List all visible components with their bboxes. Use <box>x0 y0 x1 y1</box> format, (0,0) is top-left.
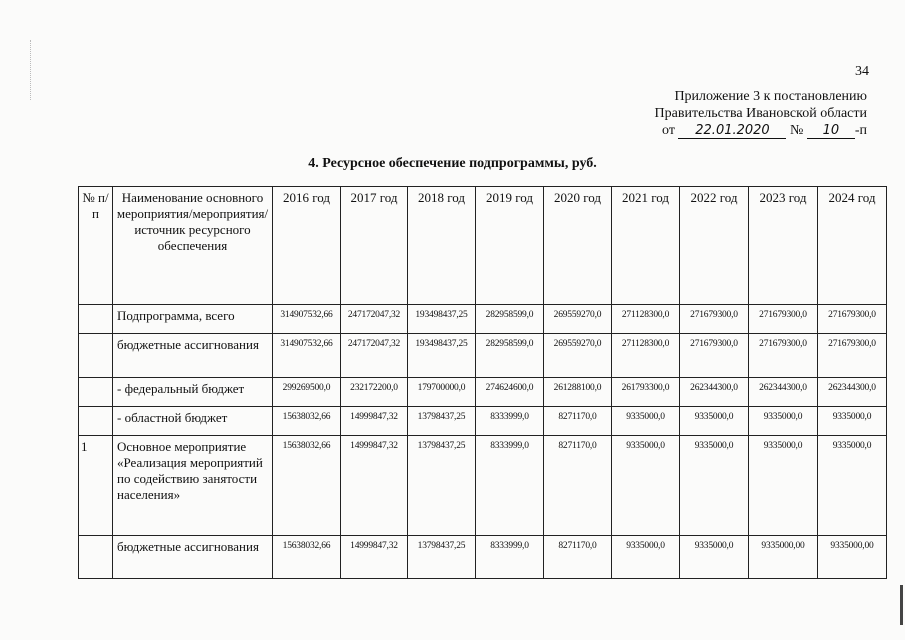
handwritten-number: 10 <box>807 123 855 139</box>
cell-2017: 14999847,32 <box>341 436 408 536</box>
row-no <box>79 536 113 579</box>
header-2021: 2021 год <box>612 187 680 305</box>
cell-2019: 274624600,0 <box>476 378 544 407</box>
cell-2022: 271679300,0 <box>680 305 749 334</box>
cell-2024: 9335000,0 <box>818 436 887 536</box>
cell-2016: 15638032,66 <box>273 436 341 536</box>
cell-2019: 8333999,0 <box>476 407 544 436</box>
cell-2020: 269559270,0 <box>544 334 612 378</box>
table-row <box>79 305 887 334</box>
table-header-row <box>79 187 887 305</box>
cell-2023: 271679300,0 <box>749 334 818 378</box>
cell-2019: 282958599,0 <box>476 305 544 334</box>
header-2022: 2022 год <box>680 187 749 305</box>
row-name: Подпрограмма, всего <box>113 305 273 334</box>
resource-table <box>78 186 887 579</box>
number-suffix: -п <box>854 123 867 138</box>
cell-2023: 262344300,0 <box>749 378 818 407</box>
row-name: Основное мероприятие «Реализация мероприятий по содействию занятости населения» <box>113 436 273 536</box>
cell-2017: 247172047,32 <box>341 334 408 378</box>
header-2019: 2019 год <box>476 187 544 305</box>
cell-2024: 9335000,0 <box>818 407 887 436</box>
cell-2016: 314907532,66 <box>273 334 341 378</box>
header-2024: 2024 год <box>818 187 887 305</box>
header-name: Наименование основного мероприятия/мероприятия/источник ресурсного обеспечения <box>113 187 273 305</box>
cell-2020: 269559270,0 <box>544 305 612 334</box>
handwritten-date: 22.01.2020 <box>678 123 786 139</box>
row-name: бюджетные ассигнования <box>113 536 273 579</box>
scan-edge-shadow <box>900 585 903 625</box>
row-name: бюджетные ассигнования <box>113 334 273 378</box>
cell-2020: 8271170,0 <box>544 436 612 536</box>
cell-2022: 262344300,0 <box>680 378 749 407</box>
cell-2018: 13798437,25 <box>408 436 476 536</box>
cell-2018: 13798437,25 <box>408 536 476 579</box>
cell-2023: 9335000,0 <box>749 407 818 436</box>
table-row <box>79 536 887 579</box>
table-row <box>79 407 887 436</box>
appendix-header <box>655 88 867 139</box>
header-2017: 2017 год <box>341 187 408 305</box>
cell-2022: 9335000,0 <box>680 407 749 436</box>
cell-2020: 261288100,0 <box>544 378 612 407</box>
section-heading: 4. Ресурсное обеспечение подпрограммы, руб. <box>308 156 597 171</box>
row-no <box>79 378 113 407</box>
scan-margin-marks <box>30 40 33 100</box>
header-2020: 2020 год <box>544 187 612 305</box>
cell-2019: 8333999,0 <box>476 536 544 579</box>
appendix-line-1: Приложение 3 к постановлению <box>674 89 867 104</box>
from-label: от <box>662 123 675 138</box>
cell-2021: 9335000,0 <box>612 536 680 579</box>
cell-2023: 271679300,0 <box>749 305 818 334</box>
row-name: - федеральный бюджет <box>113 378 273 407</box>
header-2018: 2018 год <box>408 187 476 305</box>
header-2016: 2016 год <box>273 187 341 305</box>
cell-2022: 271679300,0 <box>680 334 749 378</box>
appendix-line-2: Правительства Ивановской области <box>654 106 867 121</box>
table-row <box>79 334 887 378</box>
page-number: 34 <box>855 64 869 79</box>
row-no <box>79 305 113 334</box>
cell-2021: 271128300,0 <box>612 305 680 334</box>
table-row <box>79 378 887 407</box>
cell-2016: 15638032,66 <box>273 536 341 579</box>
cell-2021: 9335000,0 <box>612 436 680 536</box>
cell-2019: 8333999,0 <box>476 436 544 536</box>
cell-2022: 9335000,0 <box>680 536 749 579</box>
appendix-line-3 <box>655 122 867 139</box>
row-no <box>79 334 113 378</box>
cell-2021: 261793300,0 <box>612 378 680 407</box>
header-2023: 2023 год <box>749 187 818 305</box>
cell-2022: 9335000,0 <box>680 436 749 536</box>
cell-2016: 15638032,66 <box>273 407 341 436</box>
cell-2023: 9335000,00 <box>749 536 818 579</box>
cell-2024: 262344300,0 <box>818 378 887 407</box>
cell-2019: 282958599,0 <box>476 334 544 378</box>
cell-2021: 9335000,0 <box>612 407 680 436</box>
cell-2017: 14999847,32 <box>341 407 408 436</box>
table-row <box>79 436 887 536</box>
cell-2020: 8271170,0 <box>544 407 612 436</box>
cell-2017: 247172047,32 <box>341 305 408 334</box>
cell-2018: 193498437,25 <box>408 305 476 334</box>
cell-2024: 271679300,0 <box>818 305 887 334</box>
number-label: № <box>789 123 804 138</box>
cell-2016: 314907532,66 <box>273 305 341 334</box>
cell-2021: 271128300,0 <box>612 334 680 378</box>
cell-2018: 13798437,25 <box>408 407 476 436</box>
cell-2018: 179700000,0 <box>408 378 476 407</box>
row-no <box>79 407 113 436</box>
cell-2017: 14999847,32 <box>341 536 408 579</box>
row-name: - областной бюджет <box>113 407 273 436</box>
cell-2023: 9335000,0 <box>749 436 818 536</box>
cell-2024: 271679300,0 <box>818 334 887 378</box>
row-no: 1 <box>79 436 113 536</box>
cell-2020: 8271170,0 <box>544 536 612 579</box>
header-no: № п/п <box>79 187 113 305</box>
cell-2017: 232172200,0 <box>341 378 408 407</box>
cell-2016: 299269500,0 <box>273 378 341 407</box>
cell-2024: 9335000,00 <box>818 536 887 579</box>
cell-2018: 193498437,25 <box>408 334 476 378</box>
